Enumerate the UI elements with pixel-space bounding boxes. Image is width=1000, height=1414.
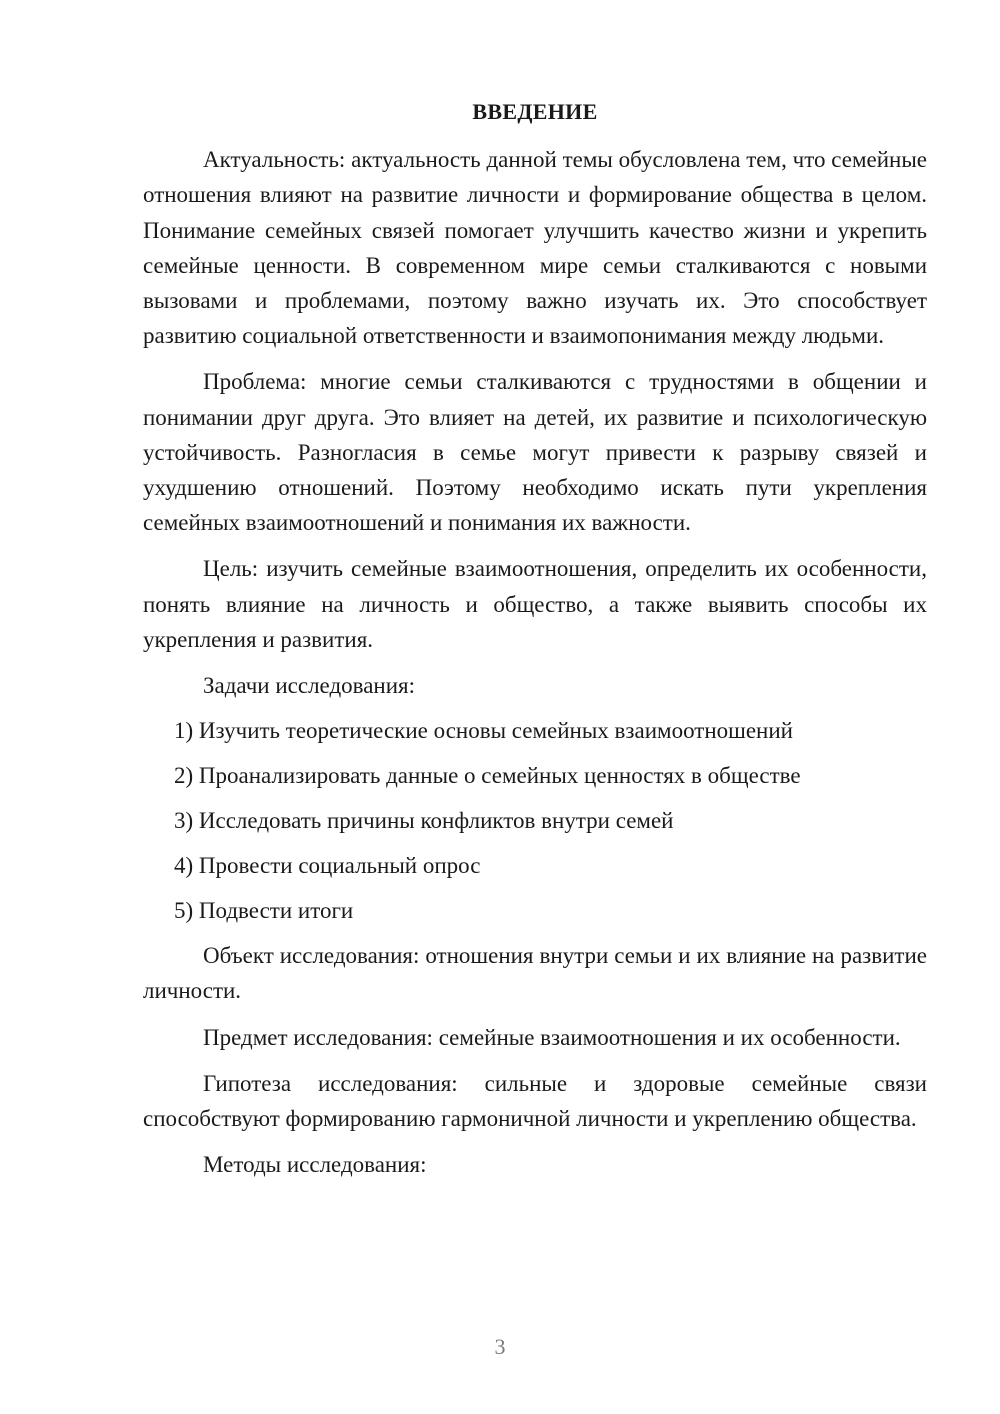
list-item: 2) Проанализировать данные о семейных ценностях в обществе bbox=[174, 763, 801, 789]
subject-paragraph: Предмет исследования: семейные взаимоотношения и их особенности. bbox=[203, 1024, 901, 1050]
object-paragraph: Объект исследования: отношения внутри семьи и их влияние на развитие личности. bbox=[143, 943, 927, 1004]
page-number: 3 bbox=[494, 1334, 506, 1359]
goal-paragraph: Цель: изучить семейные взаимоотношения, определить их особенности, понять влияние на личность и общество, а также выявить способы их укрепления и развития. bbox=[143, 556, 927, 652]
relevance-paragraph: Актуальность: актуальность данной темы обусловлена тем, что семейные отношения влияют на развитие личности и формирование общества в целом. Понимание семейных связей помогает улучшить качество жизни и укрепить семейные ценности. В современном мире семьи сталкиваются с новыми вызовами и проблемами, поэтому важно изучать их. Это способствует развитию социальной ответственности и взаимопонимания между людьми. bbox=[143, 147, 927, 349]
tasks-list bbox=[143, 713, 927, 928]
page-content bbox=[143, 94, 927, 1192]
list-item: 4) Провести социальный опрос bbox=[174, 853, 481, 879]
list-item: 1) Изучить теоретические основы семейных взаимоотношений bbox=[174, 718, 793, 744]
tasks-heading: Задачи исследования: bbox=[203, 673, 416, 699]
list-item: 3) Исследовать причины конфликтов внутри семей bbox=[174, 808, 674, 834]
methods-heading: Методы исследования: bbox=[203, 1152, 427, 1178]
hypothesis-paragraph: Гипотеза исследования: сильные и здоровые семейные связи способствуют формированию гармоничной личности и укреплению общества. bbox=[143, 1070, 927, 1132]
problem-paragraph: Проблема: многие семьи сталкиваются с трудностями в общении и понимании друг друга. Это влияет на детей, их развитие и психологическую устойчивость. Разногласия в семье могут привести к разрыву связей и ухудшению отношений. Поэтому необходимо искать пути укрепления семейных взаимоотношений и понимания их важности. bbox=[143, 369, 927, 536]
page-title: ВВЕДЕНИЕ bbox=[472, 99, 598, 124]
list-item: 5) Подвести итоги bbox=[174, 898, 354, 924]
